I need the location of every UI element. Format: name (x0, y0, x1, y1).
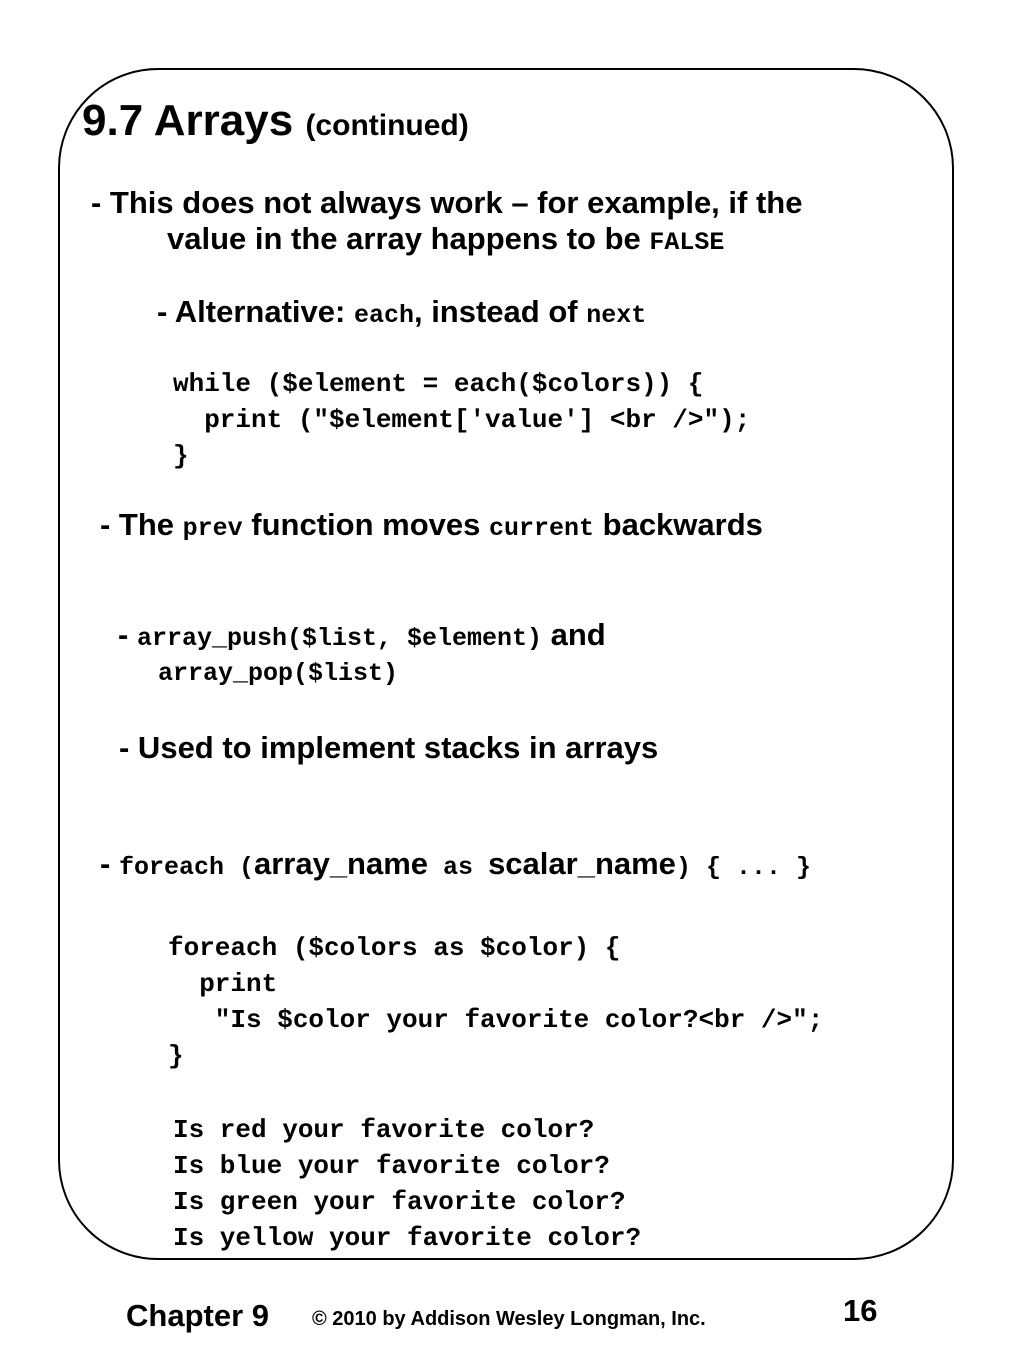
point4-code-push: array_push($list, $element) (136, 624, 543, 653)
point3-code-current: current (489, 514, 595, 543)
point3-prefix: - The (100, 507, 183, 542)
point1-line2-text: value in the array happens to be (167, 221, 650, 256)
point3-middle: function moves (242, 507, 489, 542)
code-block-while (173, 366, 750, 474)
point6-array-name: array_name (253, 846, 429, 881)
code-line: print (168, 969, 278, 999)
point5-line: - Used to implement stacks in arrays (119, 730, 659, 765)
point4-and: and (542, 617, 606, 652)
code-block-foreach (168, 930, 823, 1074)
footer-page-number: 16 (843, 1293, 878, 1328)
footer-copyright: © 2010 by Addison Wesley Longman, Inc. (312, 1308, 706, 1330)
point2-line (157, 294, 646, 330)
title-main: 9.7 Arrays (82, 96, 294, 145)
point2-prefix: - Alternative: (157, 294, 354, 329)
point1-false-code: FALSE (649, 228, 725, 257)
point6-scalar-name: scalar_name (488, 846, 676, 881)
point2-code-next: next (586, 301, 647, 330)
point6-code-braces: ) { ... } (675, 853, 811, 882)
code-line: "Is $color your favorite color?<br />"; (168, 1005, 824, 1035)
footer-chapter: Chapter 9 (126, 1298, 269, 1333)
point6-dash: - (100, 846, 119, 881)
point6-code-foreach: foreach ( (118, 853, 254, 882)
code-line: print ("$element['value'] <br />"); (173, 405, 751, 435)
output-line: Is yellow your favorite color? (173, 1223, 642, 1253)
title-sub: (continued) (305, 109, 469, 142)
code-line: foreach ($colors as $color) { (168, 933, 621, 963)
point2-middle: , instead of (413, 294, 587, 329)
code-line: } (173, 441, 189, 471)
output-line: Is red your favorite color? (173, 1115, 595, 1145)
point1-line1: - This does not always work – for example, if the (91, 185, 803, 220)
slide-title (82, 96, 469, 146)
point4-line1 (118, 617, 606, 653)
point3-suffix: backwards (594, 507, 763, 542)
point3-code-prev: prev (182, 514, 243, 543)
point6-line (100, 846, 811, 882)
point4-code-pop: array_pop($list) (158, 659, 399, 688)
point4-dash: - (118, 617, 137, 652)
output-line: Is blue your favorite color? (173, 1151, 610, 1181)
code-line: } (168, 1041, 184, 1071)
code-line: while ($element = each($colors)) { (173, 369, 704, 399)
point6-code-as: as (428, 853, 489, 882)
point3-line (100, 507, 763, 543)
output-line: Is green your favorite color? (173, 1187, 626, 1217)
output-block (173, 1112, 641, 1256)
point2-code-each: each (353, 301, 414, 330)
point1-line2 (167, 221, 724, 257)
